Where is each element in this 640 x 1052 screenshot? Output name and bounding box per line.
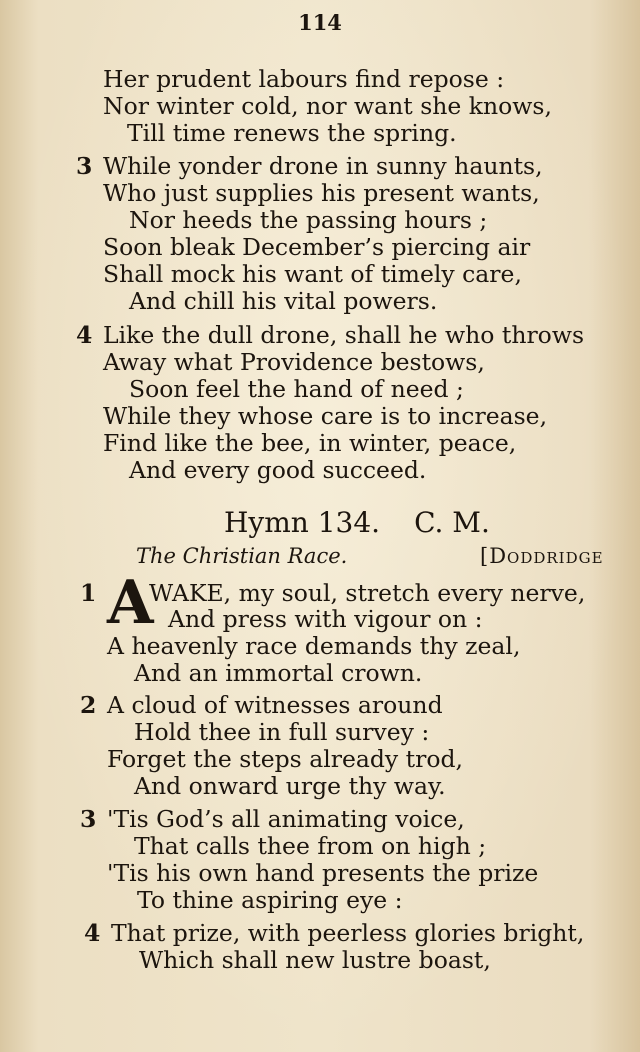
poem-line: Nor heeds the passing hours ; (129, 206, 488, 234)
verse-number: 3 (80, 805, 97, 833)
verse-number: 3 (76, 152, 93, 180)
poem-line: And chill his vital powers. (129, 287, 438, 315)
poem-line: WAKE, my soul, stretch every nerve, (149, 579, 586, 607)
verse-number: 4 (76, 321, 93, 349)
poem-line: Forget the steps already trod, (107, 745, 464, 773)
poem-line: Away what Providence bestows, (103, 348, 485, 376)
hymn-author: [Doddridge (480, 544, 604, 568)
poem-line: A heavenly race demands thy zeal, (107, 632, 521, 660)
poem-line: And onward urge thy way. (134, 772, 446, 800)
poem-line: Hold thee in full survey : (134, 718, 430, 746)
drop-cap: A (107, 568, 154, 638)
hymn-title: Hymn 134. (224, 506, 381, 539)
poem-line: And press with vigour on : (168, 605, 483, 633)
poem-line: That prize, with peerless glories bright, (111, 919, 585, 947)
hymn-meter: C. M. (414, 506, 490, 539)
poem-line: Which shall new lustre boast, (139, 946, 491, 974)
poem-line: A cloud of witnesses around (107, 691, 443, 719)
poem-line: Shall mock his want of timely care, (103, 260, 522, 288)
poem-line: And an immortal crown. (134, 659, 423, 687)
poem-line: Her prudent labours find repose : (103, 65, 505, 93)
poem-line: To thine aspiring eye : (137, 886, 403, 914)
poem-line: Nor winter cold, nor want she knows, (103, 92, 552, 120)
poem-line: Like the dull drone, shall he who throws (103, 321, 585, 349)
poem-line: 'Tis his own hand presents the prize (107, 859, 539, 887)
poem-line: 'Tis God’s all animating voice, (107, 805, 465, 833)
poem-line: Who just supplies his present wants, (103, 179, 540, 207)
page-number: 114 (298, 10, 342, 35)
verse-number: 2 (80, 691, 97, 719)
poem-line: While they whose care is to increase, (103, 402, 548, 430)
verse-number: 1 (80, 579, 97, 607)
hymn-subtitle: The Christian Race. (136, 544, 348, 568)
poem-line: Soon bleak December’s piercing air (103, 233, 531, 261)
poem-line: Find like the bee, in winter, peace, (103, 429, 517, 457)
poem-line: Till time renews the spring. (127, 119, 457, 147)
poem-line: Soon feel the hand of need ; (129, 375, 464, 403)
verse-number: 4 (84, 919, 101, 947)
poem-line: That calls thee from on high ; (134, 832, 487, 860)
hymn-heading (224, 507, 490, 539)
poem-line: While yonder drone in sunny haunts, (103, 152, 543, 180)
poem-line: And every good succeed. (129, 456, 427, 484)
